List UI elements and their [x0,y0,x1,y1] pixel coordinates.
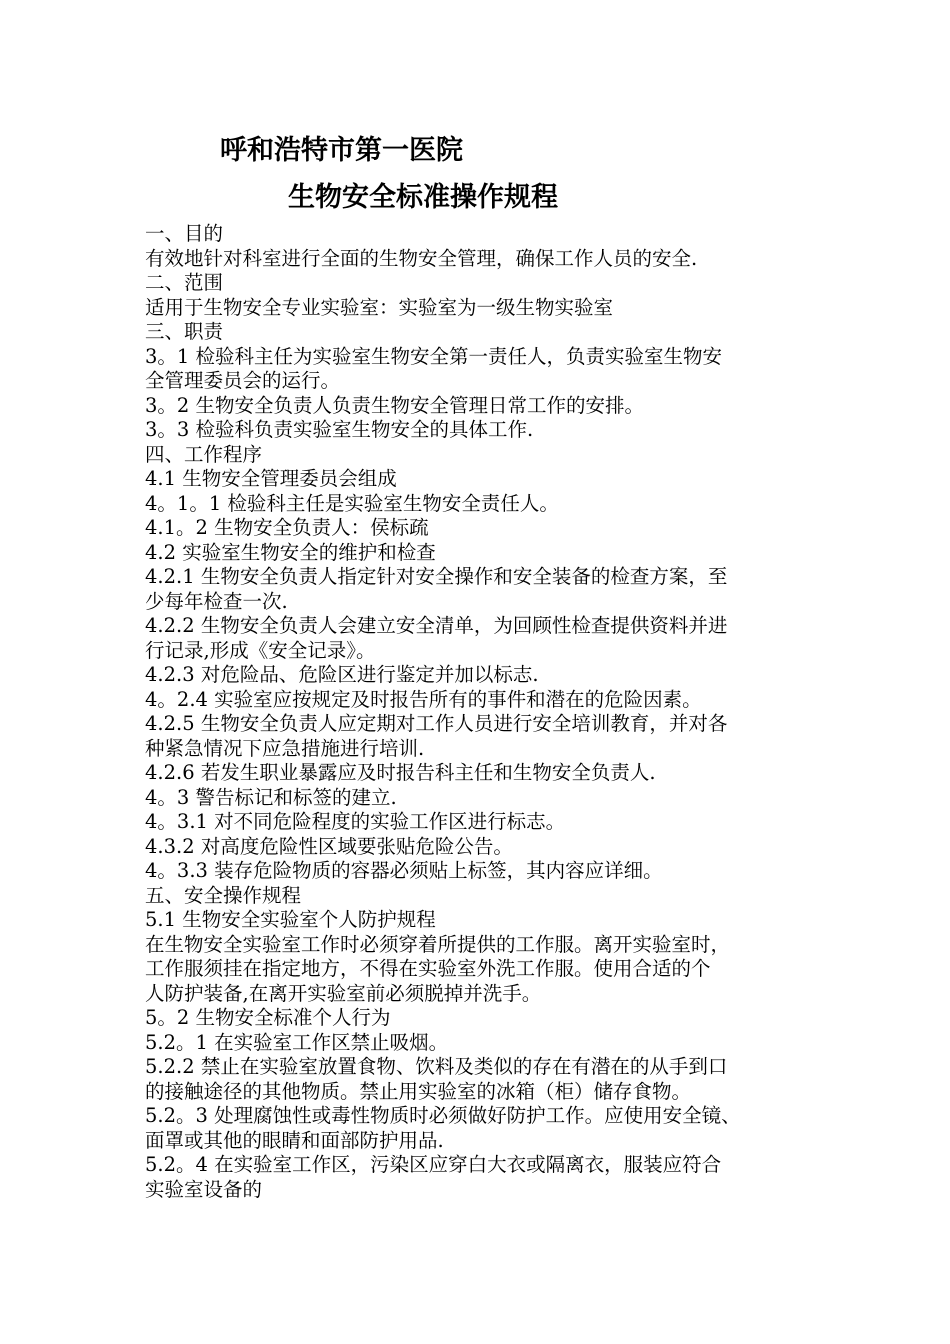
body-line: 在生物安全实验室工作时必须穿着所提供的工作服。离开实验室时， [145,932,731,956]
body-line: 4。2.4 实验室应按规定及时报告所有的事件和潜在的危险因素。 [145,687,702,711]
body-line: 全管理委员会的运行。 [145,369,341,392]
body-line: 5.2.2 禁止在实验室放置食物、饮料及类似的存在有潜在的从手到口 [145,1055,728,1078]
body-line: 4.1。2 生物安全负责人：侯标疏 [145,516,429,539]
body-line: 的接触途径的其他物质。禁止用实验室的冰箱（柜）储存食物。 [145,1079,692,1103]
body-line: 4.2.2 生物安全负责人会建立安全清单，为回顾性检查提供资料并进 [145,614,728,637]
body-line: 5.2。1 在实验室工作区禁止吸烟。 [145,1030,449,1054]
body-line: 4。3.1 对不同危险程度的实验工作区进行标志。 [145,810,566,833]
body-line: 少每年检查一次. [145,589,288,613]
body-line: 4。3 警告标记和标签的建立. [145,785,397,809]
body-line: 5。2 生物安全标准个人行为 [145,1006,391,1029]
body-line: 4.2 实验室生物安全的维护和检查 [145,540,436,564]
body-line: 面罩或其他的眼睛和面部防护用品. [145,1128,444,1152]
body-line: 5.1 生物安全实验室个人防护规程 [145,908,436,931]
body-line: 一、目的 [145,222,224,245]
body-line: 五、安全操作规程 [145,883,302,907]
body-line: 4.2.5 生物安全负责人应定期对工作人员进行安全培训教育，并对各 [145,712,728,735]
body-line: 行记录,形成《安全记录》。 [145,638,376,662]
body-line: 工作服须挂在指定地方，不得在实验室外洗工作服。使用合适的个 [145,957,711,980]
body-line: 有效地针对科室进行全面的生物安全管理，确保工作人员的安全. [145,246,698,270]
body-line: 3。2 生物安全负责人负责生物安全管理日常工作的安排。 [145,393,645,417]
body-line: 四、工作程序 [145,442,263,466]
body-line: 4.2.1 生物安全负责人指定针对安全操作和安全装备的检查方案，至 [145,565,728,588]
body-line: 4.2.6 若发生职业暴露应及时报告科主任和生物安全负责人. [145,761,656,784]
body-line: 5.2。4 在实验室工作区，污染区应穿白大衣或隔离衣，服装应符合 [145,1153,722,1176]
body-line: 适用于生物安全专业实验室：实验室为一级生物实验室 [145,295,614,319]
body-line: 实验室设备的 [145,1177,263,1201]
body-line: 3。3 检验科负责实验室生物安全的具体工作. [145,418,534,441]
body-line: 种紧急情况下应急措施进行培训. [145,736,425,760]
body-line: 人防护装备,在离开实验室前必须脱掉并洗手。 [145,981,542,1005]
body-line: 4.1 生物安全管理委员会组成 [145,467,397,490]
body-line: 4。1。1 检验科主任是实验室生物安全责任人。 [145,491,559,515]
hospital-title: 呼和浩特市第一医院 [220,135,463,166]
body-line: 4。3.3 装存危险物质的容器必须贴上标签，其内容应详细。 [145,859,663,882]
document-body [145,222,815,1202]
document-subtitle: 生物安全标准操作规程 [288,182,558,213]
body-line: 5.2。3 处理腐蚀性或毒性物质时必须做好防护工作。应使用安全镜、 [145,1104,741,1127]
body-line: 4.3.2 对高度危险性区域要张贴危险公告。 [145,834,513,858]
body-line: 4.2.3 对危险品、危险区进行鉴定并加以标志. [145,663,539,686]
body-line: 三、职责 [145,320,224,343]
body-line: 3。1 检验科主任为实验室生物安全第一责任人，负责实验室生物安 [145,344,723,368]
body-line: 二、范围 [145,271,224,294]
